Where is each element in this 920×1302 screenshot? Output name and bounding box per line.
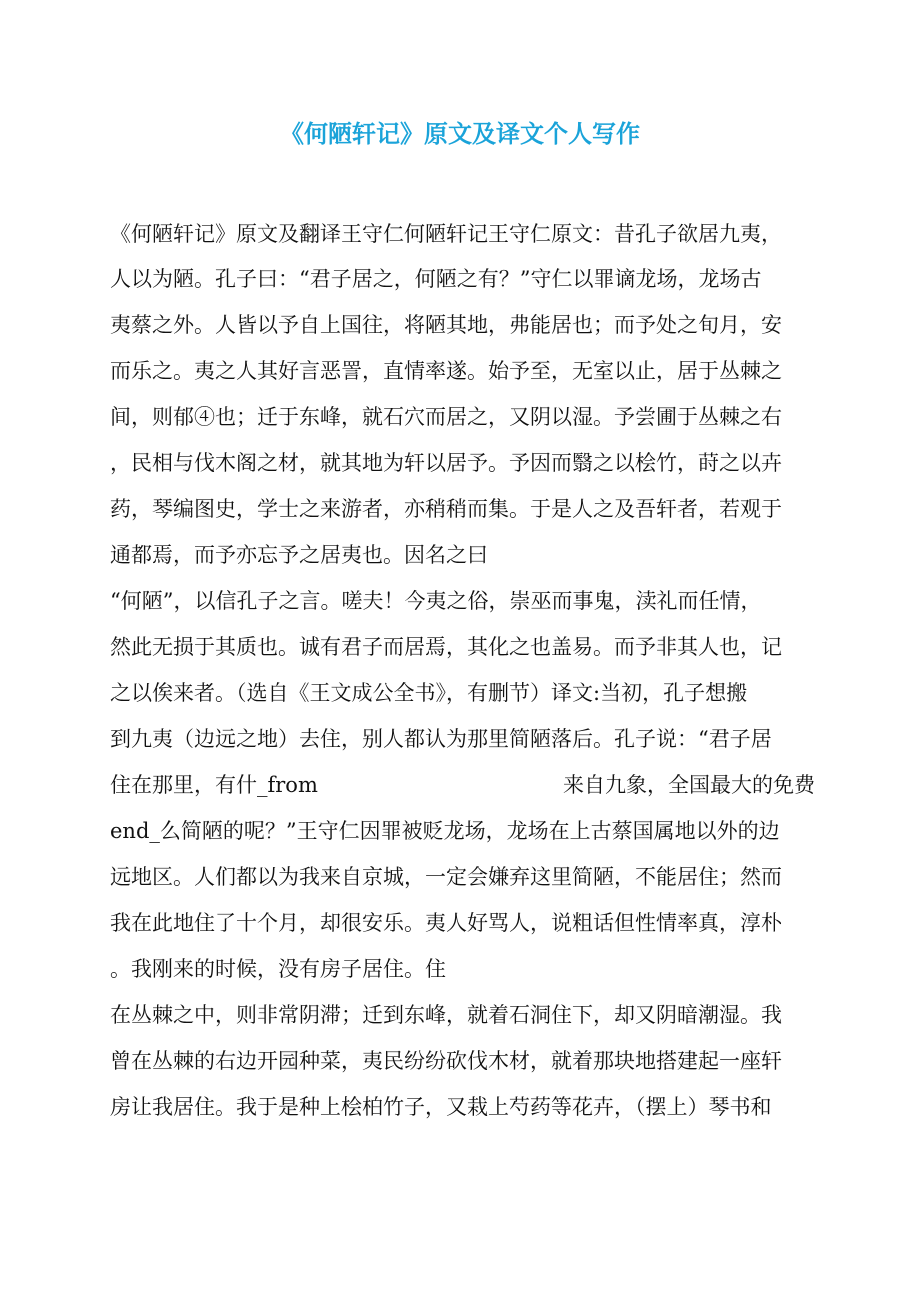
text-line: 通都焉，而予亦忘予之居夷也。因名之曰 — [110, 543, 488, 567]
text-line: 我在此地住了十个月，却很安乐。夷人好骂人，说粗话但性情率真，淳朴 — [110, 911, 782, 935]
text-line-split — [110, 762, 815, 808]
document-body — [110, 212, 815, 1130]
text-line: 到九夷（边远之地）去住，别人都认为那里简陋落后。孔子说：“君子居 — [110, 727, 772, 751]
split-line-left: 住在那里，有什_from — [110, 773, 318, 797]
split-line-right: 来自九象，全国最大的免费 — [563, 773, 815, 797]
text-line: 远地区。人们都以为我来自京城，一定会嫌弃这里简陋，不能居住；然而 — [110, 865, 782, 889]
text-line: 房让我居住。我于是种上桧柏竹子，又栽上芍药等花卉，（摆上）琴书和 — [110, 1095, 772, 1119]
text-line: 而乐之。夷之人其好言恶詈，直情率遂。始予至，无室以止，居于丛棘之 — [110, 359, 782, 383]
text-line: 然此无损于其质也。诚有君子而居焉，其化之也盖易。而予非其人也，记 — [110, 635, 782, 659]
text-line: 《何陋轩记》原文及翻译王守仁何陋轩记王守仁原文：昔孔子欲居九夷， — [110, 222, 782, 246]
text-line: 夷蔡之外。人皆以予自上国往，将陋其地，弗能居也；而予处之旬月，安 — [110, 313, 782, 337]
text-line: 之以俟来者。（选自《王文成公全书》，有删节）译文:当初，孔子想搬 — [110, 681, 748, 705]
text-line: 在丛棘之中，则非常阴滞；迁到东峰，就着石洞住下，却又阴暗潮湿。我 — [110, 1003, 782, 1027]
text-line: ，民相与伐木阁之材，就其地为轩以居予。予因而翳之以桧竹，莳之以卉 — [110, 451, 782, 475]
text-line: 间，则郁④也；迁于东峰，就石穴而居之，又阴以湿。予尝圃于丛棘之右 — [110, 405, 782, 429]
text-line: 药，琴编图史，学士之来游者，亦稍稍而集。于是人之及吾轩者，若观于 — [110, 497, 782, 521]
text-line: “何陋”，以信孔子之言。嗟夫！今夷之俗，崇巫而事鬼，渎礼而任情， — [110, 589, 762, 613]
text-line: 曾在丛棘的右边开园种菜，夷民纷纷砍伐木材，就着那块地搭建起一座轩 — [110, 1049, 782, 1073]
text-line: end_么简陋的呢？”王守仁因罪被贬龙场，龙场在上古蔡国属地以外的边 — [110, 819, 780, 843]
document-title: 《何陋轩记》原文及译文个人写作 — [280, 119, 640, 148]
text-line: 。我刚来的时候，没有房子居住。住 — [110, 957, 446, 981]
text-line: 人以为陋。孔子曰：“君子居之，何陋之有？”守仁以罪谪龙场，龙场古 — [110, 267, 762, 291]
